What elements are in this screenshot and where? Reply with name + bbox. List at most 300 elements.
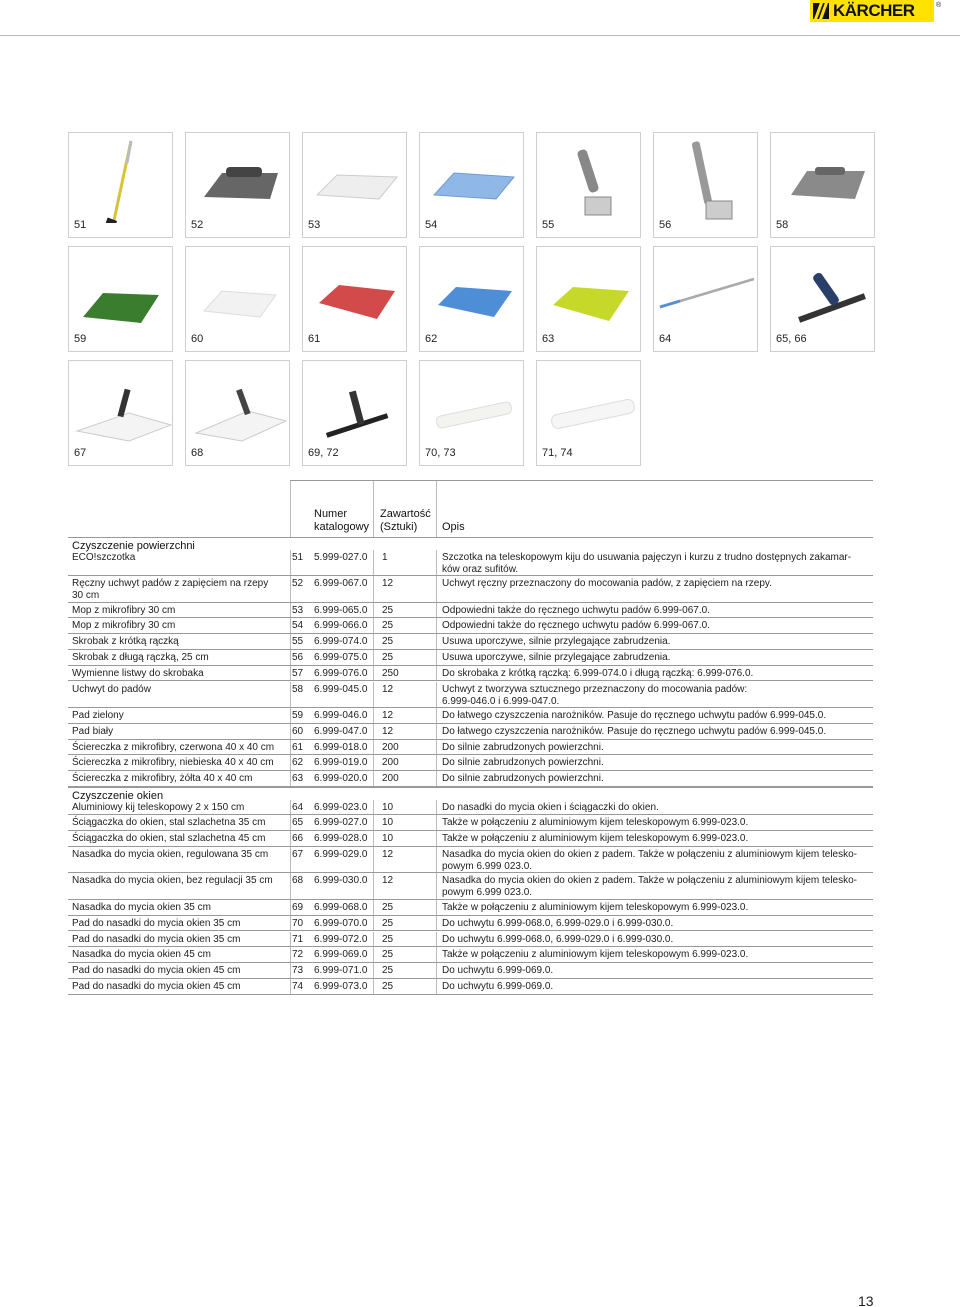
column-divider <box>290 724 291 739</box>
column-divider <box>436 815 437 830</box>
table-row <box>68 847 873 874</box>
column-divider <box>290 603 291 618</box>
description <box>442 552 870 576</box>
section-title: Czyszczenie okien <box>68 787 873 803</box>
table-row <box>68 666 873 682</box>
column-divider <box>436 724 437 739</box>
image-ref: 51 <box>292 551 304 563</box>
header-divider <box>0 35 960 36</box>
product-name <box>72 636 287 648</box>
catalog-number: 6.999-072.0 <box>314 933 368 945</box>
column-divider <box>290 873 291 899</box>
telescopic-pole-icon <box>69 133 174 223</box>
column-divider <box>290 481 291 537</box>
column-divider <box>436 771 437 786</box>
product-name <box>72 710 287 722</box>
description-line2: powym 6.999 023.0. <box>442 887 533 899</box>
column-divider <box>290 650 291 665</box>
product-tile <box>536 132 641 238</box>
product-name-line1: Mop z mikrofibry 30 cm <box>72 620 176 632</box>
product-name-line1: Pad do nasadki do mycia okien 45 cm <box>72 980 241 992</box>
product-name <box>72 965 287 977</box>
pack-quantity: 25 <box>382 949 394 961</box>
yellow-cloth-icon <box>537 247 642 337</box>
column-divider <box>290 576 291 602</box>
product-name-line1: Uchwyt do padów <box>72 683 151 695</box>
description-line1: Także w połączeniu z aluminiowym kijem teleskopowym 6.999-023.0. <box>442 817 749 829</box>
pack-quantity: 25 <box>382 917 394 929</box>
product-name <box>72 652 287 664</box>
column-divider <box>436 708 437 723</box>
washer-fixed-icon <box>69 361 174 451</box>
product-name-line1: Nasadka do mycia okien 35 cm <box>72 901 211 913</box>
description <box>442 981 870 993</box>
image-ref: 71 <box>292 933 304 945</box>
product-name-line1: Nasadka do mycia okien, bez regulacji 35 cm <box>72 875 273 887</box>
column-divider <box>436 947 437 962</box>
section-title: Czyszczenie powierzchni <box>68 537 873 553</box>
washer-sleeve-icon <box>420 361 525 451</box>
product-tile <box>770 132 875 238</box>
pack-quantity: 200 <box>382 741 399 753</box>
tile-label: 71, 74 <box>542 447 573 459</box>
blue-cloth-icon <box>420 247 525 337</box>
product-tile <box>419 360 524 466</box>
catalog-number: 6.999-027.0 <box>314 817 368 829</box>
description-line1: Także w połączeniu z aluminiowym kijem teleskopowym 6.999-023.0. <box>442 833 749 845</box>
microfiber-mop-blue-icon <box>420 133 525 223</box>
description-line1: Usuwa uporczywe, silnie przylegające zabrudzenia. <box>442 651 671 663</box>
pack-quantity: 12 <box>382 683 394 695</box>
description <box>442 949 870 961</box>
table-row <box>68 900 873 916</box>
pack-quantity: 10 <box>382 833 394 845</box>
table-row <box>68 576 873 603</box>
catalog-number: 6.999-073.0 <box>314 980 368 992</box>
catalog-number: 6.999-029.0 <box>314 848 368 860</box>
product-name <box>72 981 287 993</box>
product-name-line1: Ściereczka z mikrofibry, niebieska 40 x 40 cm <box>72 757 274 769</box>
column-divider <box>436 800 437 815</box>
table-row <box>68 947 873 963</box>
product-name-line1: Ściągaczka do okien, stal szlachetna 35 cm <box>72 817 266 829</box>
column-divider <box>290 634 291 649</box>
pack-quantity: 12 <box>382 710 394 721</box>
column-divider <box>290 963 291 978</box>
table-row <box>68 634 873 650</box>
description <box>442 965 870 977</box>
catalog-number: 6.999-076.0 <box>314 667 368 679</box>
product-tile <box>302 360 407 466</box>
red-cloth-icon <box>303 247 408 337</box>
catalog-number: 6.999-075.0 <box>314 651 368 663</box>
pack-quantity: 25 <box>382 980 394 992</box>
product-name <box>72 949 287 961</box>
catalog-number: 6.999-067.0 <box>314 578 368 589</box>
description <box>442 918 870 930</box>
description-line1: Usuwa uporczywe, silnie przylegające zabrudzenia. <box>442 636 671 648</box>
pack-quantity: 12 <box>382 725 394 737</box>
product-name-line1: Ściereczka z mikrofibry, żółta 40 x 40 cm <box>72 773 253 785</box>
column-divider <box>436 847 437 873</box>
description <box>442 802 870 814</box>
column-divider <box>436 634 437 649</box>
pack-quantity: 12 <box>382 848 394 860</box>
product-name <box>72 773 287 785</box>
image-ref: 58 <box>292 683 304 695</box>
column-divider <box>436 755 437 770</box>
product-name <box>72 934 287 946</box>
window-squeegee-icon <box>771 247 876 337</box>
column-divider <box>436 682 437 708</box>
pack-quantity: 25 <box>382 636 394 648</box>
description-line1: Do silnie zabrudzonych powierzchni. <box>442 757 604 769</box>
pack-quantity: 10 <box>382 801 394 813</box>
product-tile <box>536 360 641 466</box>
description <box>442 934 870 946</box>
column-divider <box>436 740 437 755</box>
product-name <box>72 918 287 930</box>
tile-label: 55 <box>542 219 555 231</box>
pack-quantity: 200 <box>382 773 399 785</box>
catalog-number: 6.999-066.0 <box>314 620 368 632</box>
pack-quantity: 25 <box>382 933 394 945</box>
product-tile <box>653 132 758 238</box>
column-divider <box>290 900 291 915</box>
description <box>442 710 870 722</box>
product-name-line1: Nasadka do mycia okien 45 cm <box>72 949 211 961</box>
tile-label: 53 <box>308 219 321 231</box>
table-row <box>68 708 873 724</box>
tile-label: 56 <box>659 219 672 231</box>
column-divider <box>436 873 437 899</box>
header-code-line2: katalogowy <box>314 521 370 533</box>
product-name-line1: Mop z mikrofibry 30 cm <box>72 604 176 616</box>
product-name-line1: Pad do nasadki do mycia okien 35 cm <box>72 933 241 945</box>
image-ref: 60 <box>292 725 304 737</box>
pad-holder-handle-icon <box>186 133 291 223</box>
product-tile <box>419 132 524 238</box>
product-tile <box>419 246 524 352</box>
description-line1: Także w połączeniu z aluminiowym kijem teleskopowym 6.999-023.0. <box>442 901 749 913</box>
tile-label: 68 <box>191 447 204 459</box>
product-name-line1: Nasadka do mycia okien, regulowana 35 cm <box>72 848 269 860</box>
table-row <box>68 650 873 666</box>
description-line1: Uchwyt z tworzywa sztucznego przeznaczony do mocowania padów: <box>442 683 748 695</box>
image-ref: 73 <box>292 965 304 977</box>
tile-label: 59 <box>74 333 87 345</box>
product-tile <box>68 360 173 466</box>
description <box>442 578 870 590</box>
table-row <box>68 755 873 771</box>
description <box>442 726 870 738</box>
washer-adjustable-icon <box>186 361 291 451</box>
aluminium-pole-icon <box>654 247 759 337</box>
tile-label: 51 <box>74 219 87 231</box>
table-row <box>68 550 873 577</box>
description <box>442 875 870 899</box>
description <box>442 684 870 708</box>
product-name <box>72 620 287 632</box>
description <box>442 902 870 914</box>
image-ref: 61 <box>292 741 304 753</box>
description-line1: Do nasadki do mycia okien i ściągaczki do okien. <box>442 801 659 813</box>
product-name <box>72 902 287 914</box>
washer-t-bar-icon <box>303 361 408 451</box>
column-divider <box>436 618 437 633</box>
header-code-line1: Numer <box>314 508 348 520</box>
column-divider <box>290 618 291 633</box>
description-line1: Do uchwytu 6.999-069.0. <box>442 980 554 992</box>
image-ref: 72 <box>292 949 304 961</box>
description-line1: Do łatwego czyszczenia narożników. Pasuje do ręcznego uchwytu padów 6.999-045.0. <box>442 725 827 737</box>
tile-label: 67 <box>74 447 87 459</box>
description-line2: 6.999-046.0 i 6.999-047.0. <box>442 695 560 707</box>
green-pad-icon <box>69 247 174 337</box>
product-name-line1: Pad biały <box>72 725 114 737</box>
brand-name: KÄRCHER <box>833 1 915 20</box>
column-divider <box>290 708 291 723</box>
pack-quantity: 25 <box>382 651 394 663</box>
catalog-number: 6.999-018.0 <box>314 741 368 753</box>
description-line2: ków oraz sufitów. <box>442 563 519 575</box>
catalog-number: 6.999-030.0 <box>314 875 368 887</box>
header-qty-line1: Zawartość <box>380 508 431 520</box>
description <box>442 833 870 845</box>
product-name-line1: ECO!szczotka <box>72 551 136 563</box>
column-divider <box>436 979 437 994</box>
column-divider <box>436 963 437 978</box>
image-ref: 54 <box>292 620 304 632</box>
image-ref: 66 <box>292 833 304 845</box>
image-ref: 56 <box>292 651 304 663</box>
column-divider <box>436 650 437 665</box>
product-name-line1: Ręczny uchwyt padów z zapięciem na rzepy <box>72 578 269 589</box>
description-line1: Do skrobaka z krótką rączką: 6.999-074.0 i długą rączką: 6.999-076.0. <box>442 667 754 679</box>
description <box>442 636 870 648</box>
description-line1: Do uchwytu 6.999-068.0, 6.999-029.0 i 6.999-030.0. <box>442 933 674 945</box>
registered-mark: ® <box>936 2 942 9</box>
column-divider <box>436 916 437 931</box>
pack-quantity: 25 <box>382 620 394 632</box>
column-divider <box>290 847 291 873</box>
description-line1: Szczotka na teleskopowym kiju do usuwania pajęczyn i kurzu z trudno dostępnych zakamar- <box>442 551 852 563</box>
product-name <box>72 817 287 829</box>
long-scraper-icon <box>654 133 759 223</box>
tile-label: 69, 72 <box>308 447 339 459</box>
column-divider <box>436 481 437 537</box>
table-row <box>68 979 873 995</box>
column-divider <box>290 815 291 830</box>
product-name-line1: Wymienne listwy do skrobaka <box>72 667 204 679</box>
image-ref: 63 <box>292 773 304 785</box>
product-name <box>72 757 287 769</box>
tile-label: 61 <box>308 333 321 345</box>
image-ref: 65 <box>292 817 304 829</box>
table-row <box>68 831 873 847</box>
product-name <box>72 802 287 814</box>
product-tile <box>68 132 173 238</box>
image-ref: 59 <box>292 710 304 721</box>
column-divider <box>290 947 291 962</box>
pack-quantity: 10 <box>382 817 394 829</box>
column-divider <box>290 979 291 994</box>
product-name <box>72 684 287 696</box>
image-ref: 74 <box>292 980 304 992</box>
column-divider <box>436 666 437 681</box>
header-qty-line2: (Sztuki) <box>380 521 418 533</box>
catalog-number: 5.999-027.0 <box>314 551 368 563</box>
column-divider <box>436 576 437 602</box>
pack-quantity: 1 <box>382 551 388 563</box>
table-row <box>68 771 873 787</box>
pack-quantity: 200 <box>382 757 399 769</box>
description-line1: Nasadka do mycia okien do okien z padem. Także w połączeniu z aluminiowym kijem telesko- <box>442 848 858 860</box>
image-ref: 69 <box>292 901 304 913</box>
product-tile <box>536 246 641 352</box>
table-row <box>68 724 873 740</box>
product-name-line1: Pad do nasadki do mycia okien 45 cm <box>72 965 241 977</box>
product-tile <box>770 246 875 352</box>
pack-quantity: 25 <box>382 604 394 616</box>
white-pad-icon <box>186 247 291 337</box>
washer-sleeve-scrub-icon <box>537 361 642 451</box>
header-description: Opis <box>442 521 465 533</box>
tile-label: 64 <box>659 333 672 345</box>
table-row <box>68 932 873 948</box>
image-ref: 55 <box>292 636 304 648</box>
catalog-number: 6.999-023.0 <box>314 801 368 813</box>
description <box>442 668 870 680</box>
table-row <box>68 800 873 816</box>
catalog-number: 6.999-070.0 <box>314 917 368 929</box>
pack-quantity: 25 <box>382 965 394 977</box>
catalog-number: 6.999-020.0 <box>314 773 368 785</box>
product-tile <box>185 246 290 352</box>
brand-logo <box>810 0 934 22</box>
image-ref: 64 <box>292 801 304 813</box>
karcher-logo-icon <box>813 3 829 19</box>
column-divider <box>290 800 291 815</box>
pack-quantity: 12 <box>382 578 394 589</box>
product-name-line1: Pad zielony <box>72 710 124 721</box>
image-ref: 67 <box>292 848 304 860</box>
product-name <box>72 742 287 754</box>
microfiber-mop-white-icon <box>303 133 408 223</box>
image-ref: 52 <box>292 578 304 589</box>
catalog-number: 6.999-074.0 <box>314 636 368 648</box>
catalog-number: 6.999-045.0 <box>314 683 368 695</box>
column-divider <box>373 481 374 537</box>
short-scraper-icon <box>537 133 642 223</box>
product-tile <box>68 246 173 352</box>
catalog-number: 6.999-068.0 <box>314 901 368 913</box>
table-row <box>68 740 873 756</box>
description-line2: powym 6.999 023.0. <box>442 860 533 872</box>
pack-quantity: 250 <box>382 667 399 679</box>
product-tile <box>185 132 290 238</box>
product-tile <box>653 246 758 352</box>
product-name <box>72 849 287 861</box>
product-name <box>72 552 287 564</box>
catalog-number: 6.999-046.0 <box>314 710 368 721</box>
table-row <box>68 916 873 932</box>
pad-holder-icon <box>771 133 876 223</box>
description-line1: Do uchwytu 6.999-068.0, 6.999-029.0 i 6.999-030.0. <box>442 917 674 929</box>
column-divider <box>290 916 291 931</box>
product-name <box>72 668 287 680</box>
product-name-line1: Ściągaczka do okien, stal szlachetna 45 cm <box>72 833 266 845</box>
product-name-line1: Pad do nasadki do mycia okien 35 cm <box>72 917 241 929</box>
column-divider <box>436 932 437 947</box>
pack-quantity: 12 <box>382 875 394 887</box>
column-divider <box>290 682 291 708</box>
column-divider <box>436 900 437 915</box>
column-divider <box>290 831 291 846</box>
column-divider <box>290 932 291 947</box>
image-ref: 53 <box>292 604 304 616</box>
description <box>442 757 870 769</box>
table-row <box>68 603 873 619</box>
column-divider <box>290 755 291 770</box>
product-name <box>72 726 287 738</box>
column-divider <box>436 831 437 846</box>
catalog-number: 6.999-019.0 <box>314 757 368 769</box>
column-divider <box>290 740 291 755</box>
description <box>442 652 870 664</box>
column-divider <box>290 550 291 576</box>
tile-label: 52 <box>191 219 204 231</box>
product-name <box>72 875 287 887</box>
table-row <box>68 873 873 900</box>
table-row <box>68 815 873 831</box>
page-number: 13 <box>858 1293 874 1307</box>
image-ref: 70 <box>292 917 304 929</box>
description-line1: Do silnie zabrudzonych powierzchni. <box>442 741 604 753</box>
description-line1: Odpowiedni także do ręcznego uchwytu padów 6.999-067.0. <box>442 620 710 632</box>
description <box>442 817 870 829</box>
description <box>442 605 870 617</box>
product-name <box>72 833 287 845</box>
tile-label: 54 <box>425 219 438 231</box>
image-ref: 62 <box>292 757 304 769</box>
product-name-line1: Skrobak z długą rączką, 25 cm <box>72 651 209 663</box>
column-divider <box>290 666 291 681</box>
product-tile <box>185 360 290 466</box>
description <box>442 849 870 873</box>
description-line1: Do uchwytu 6.999-069.0. <box>442 965 554 977</box>
product-name-line1: Aluminiowy kij teleskopowy 2 x 150 cm <box>72 801 245 813</box>
product-name-line2: 30 cm <box>72 590 100 601</box>
tile-label: 63 <box>542 333 555 345</box>
product-name-line1: Skrobak z krótką rączką <box>72 636 179 648</box>
catalog-number: 6.999-065.0 <box>314 604 368 616</box>
table-row <box>68 618 873 634</box>
table-row <box>68 963 873 979</box>
tile-label: 58 <box>776 219 789 231</box>
tile-label: 60 <box>191 333 204 345</box>
catalog-number: 6.999-047.0 <box>314 725 368 737</box>
tile-label: 62 <box>425 333 438 345</box>
description-line1: Uchwyt ręczny przeznaczony do mocowania padów, z zapięciem na rzepy. <box>442 578 772 589</box>
column-divider <box>436 603 437 618</box>
product-name-line1: Ściereczka z mikrofibry, czerwona 40 x 40 cm <box>72 741 275 753</box>
description-line1: Odpowiedni także do ręcznego uchwytu padów 6.999-067.0. <box>442 604 710 616</box>
tile-label: 65, 66 <box>776 333 807 345</box>
description-line1: Nasadka do mycia okien do okien z padem. Także w połączeniu z aluminiowym kijem telesko- <box>442 875 858 887</box>
product-name <box>72 605 287 617</box>
description <box>442 620 870 632</box>
